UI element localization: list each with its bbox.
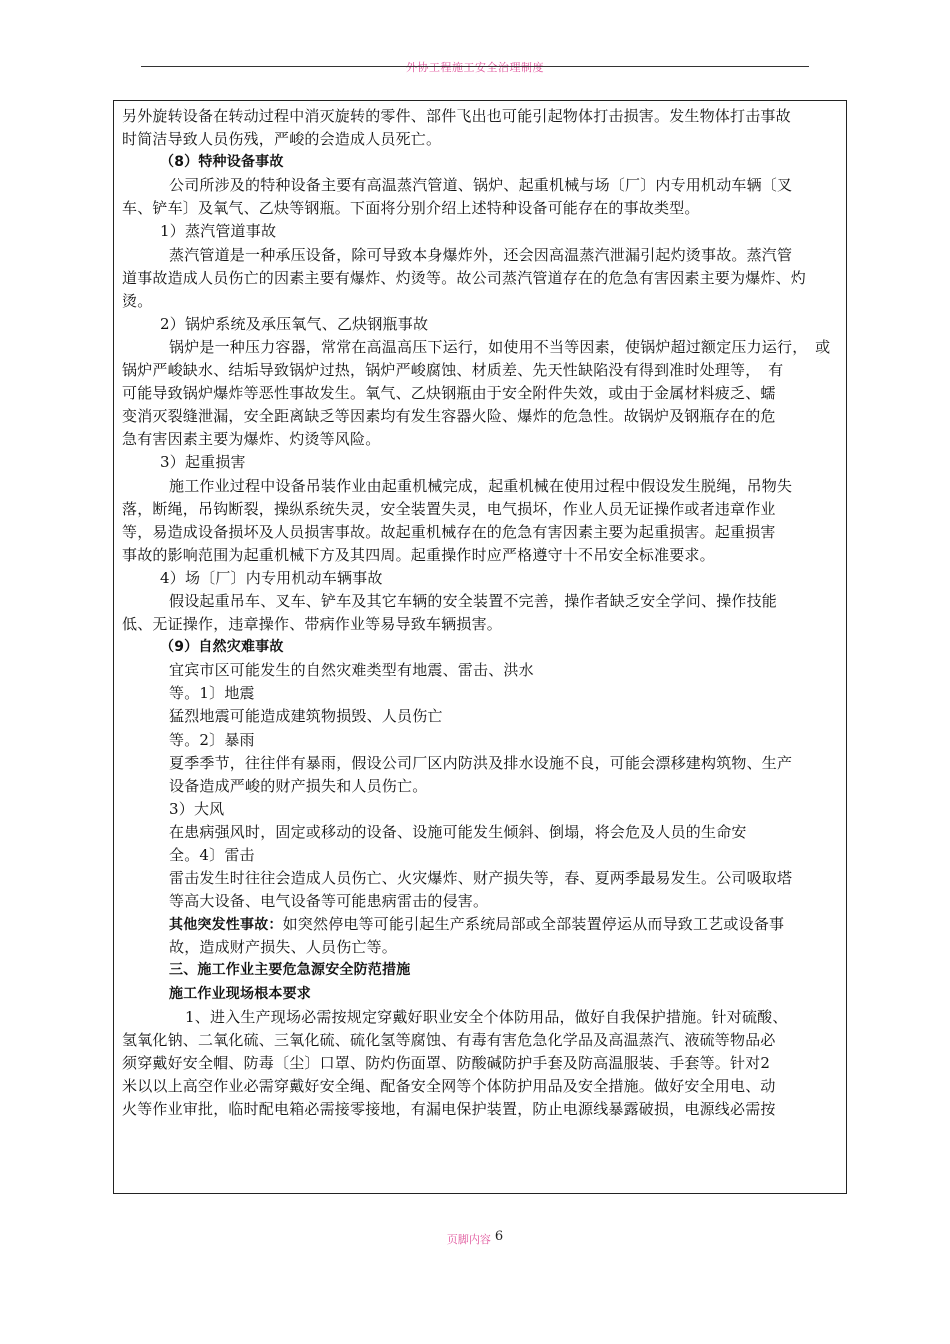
text-line: 1）蒸汽管道事故 bbox=[160, 222, 277, 241]
header-divider bbox=[141, 66, 809, 67]
text-line: 故，造成财产损失、人员伤亡等。 bbox=[169, 938, 398, 957]
text-line: 公司所涉及的特种设备主要有高温蒸汽管道、锅炉、起重机械与场〔厂〕内专用机动车辆〔叉 bbox=[169, 176, 793, 195]
text-line: 火等作业审批，临时配电箱必需接零接地，有漏电保护装置，防止电源线暴露破损，电源线必需按 bbox=[122, 1100, 776, 1119]
text-line: 事故的影响范围为起重机械下方及其四周。起重操作时应严格遵守十不吊安全标准要求。 bbox=[122, 545, 715, 564]
text-line: 4）场〔厂〕内专用机动车辆事故 bbox=[160, 568, 383, 587]
text-line: 夏季季节，往往伴有暴雨，假设公司厂区内防洪及排水设施不良，可能会漂移建构筑物、生产 bbox=[169, 753, 793, 772]
text-line: 烫。 bbox=[122, 291, 153, 310]
text-line: 蒸汽管道是一种承压设备，除可导致本身爆炸外，还会因高温蒸汽泄漏引起灼烫事故。蒸汽管 bbox=[169, 245, 793, 264]
text-line: 变消灭裂缝泄漏，安全距离缺乏等因素均有发生容器火险、爆炸的危急性。故锅炉及钢瓶存在的危 bbox=[122, 407, 776, 426]
text-line: 全。4〕雷击 bbox=[169, 846, 255, 864]
text-line: 雷击发生时往往会造成人员伤亡、火灾爆炸、财产损失等，春、夏两季最易发生。公司吸取塔 bbox=[169, 869, 793, 888]
text-line: 三、施工作业主要危急源安全防范措施 bbox=[169, 962, 411, 979]
text-line: （9）自然灾难事故 bbox=[160, 639, 284, 656]
text-line: 在患病强风时，固定或移动的设备、设施可能发生倾斜、倒塌，将会危及人员的生命安 bbox=[169, 822, 747, 841]
text-line: 2）锅炉系统及承压氧气、乙炔钢瓶事故 bbox=[160, 314, 429, 333]
text-line: 假设起重吊车、叉车、铲车及其它车辆的安全装置不完善，操作者缺乏安全学问、操作技能 bbox=[169, 591, 778, 610]
text-line: 等。1〕地震 bbox=[169, 684, 255, 703]
text-line: 锅炉严峻缺水、结垢导致锅炉过热，锅炉严峻腐蚀、材质差、先天性缺陷没有得到准时处理等， 有 bbox=[122, 361, 784, 380]
text-line: 米以以上高空作业必需穿戴好安全绳、配备安全网等个体防护用品及安全措施。做好安全用电、动 bbox=[122, 1076, 776, 1095]
text-line: 氢氧化钠、二氧化硫、三氧化硫、硫化氢等腐蚀、有毒有害危急化学品及高温蒸汽、液硫等物品必 bbox=[122, 1030, 776, 1049]
text-line: 宜宾市区可能发生的自然灾难类型有地震、雷击、洪水 bbox=[169, 661, 534, 680]
text-line: 1、进入生产现场必需按规定穿戴好职业安全个体防用品，做好自我保护措施。针对硫酸、 bbox=[185, 1007, 788, 1026]
text-line: 施工作业过程中设备吊装作业由起重机械完成，起重机械在使用过程中假设发生脱绳，吊物失 bbox=[169, 476, 793, 495]
page-footer bbox=[0, 1231, 950, 1247]
text-line: 锅炉是一种压力容器，常常在高温高压下运行，如使用不当等因素，使锅炉超过额定压力运行， 或 bbox=[169, 337, 831, 356]
page-header-title: 外协工程施工安全治理制度 bbox=[406, 61, 544, 74]
text-line: 另外旋转设备在转动过程中消灭旋转的零件、部件飞出也可能引起物体打击损害。发生物体打击事故 bbox=[122, 107, 791, 125]
text-line: 3）大风 bbox=[169, 799, 225, 818]
page-number: 6 bbox=[494, 1229, 504, 1244]
text-line bbox=[122, 913, 846, 936]
text-line: 须穿戴好安全帽、防毒〔尘〕口罩、防灼伤面罩、防酸碱防护手套及防高温服装、手套等。针对2 bbox=[122, 1053, 771, 1072]
text-line: 等高大设备、电气设备等可能患病雷击的侵害。 bbox=[169, 892, 489, 911]
text-line: 猛烈地震可能造成建筑物损毁、人员伤亡 bbox=[169, 707, 443, 726]
text-line: 施工作业现场根本要求 bbox=[169, 985, 311, 1002]
text-line: 落，断绳，吊钩断裂，操纵系统失灵，安全装置失灵，电气损坏，作业人员无证操作或者违章作业 bbox=[122, 499, 776, 518]
text-line: 时简洁导致人员伤残，严峻的会造成人员死亡。 bbox=[122, 130, 442, 149]
text-line: 车、铲车〕及氧气、乙炔等钢瓶。下面将分别介绍上述特种设备可能存在的事故类型。 bbox=[122, 199, 700, 218]
footer-label: 页脚内容 bbox=[446, 1233, 491, 1246]
content-frame bbox=[113, 100, 847, 1194]
text-line: 道事故造成人员伤亡的因素主要有爆炸、灼烫等。故公司蒸汽管道存在的危急有害因素主要为爆炸、灼 bbox=[122, 268, 807, 287]
text-line: 可能导致锅炉爆炸等恶性事故发生。氧气、乙炔钢瓶由于安全附件失效，或由于金属材料疲乏、蠕 bbox=[122, 384, 776, 403]
text-line: 急有害因素主要为爆炸、灼烫等风险。 bbox=[122, 430, 381, 449]
bold-lead-text: 其他突发性事故： bbox=[169, 917, 283, 934]
text-line: 3）起重损害 bbox=[160, 453, 246, 472]
line-rest-text: 如突然停电等可能引起生产系统局部或全部装置停运从而导致工艺或设备事 bbox=[282, 915, 785, 934]
text-line: 低、无证操作，违章操作、带病作业等易导致车辆损害。 bbox=[122, 615, 503, 634]
text-line: 设备造成严峻的财产损失和人员伤亡。 bbox=[169, 776, 428, 795]
text-line: 等，易造成设备损坏及人员损害事故。故起重机械存在的危急有害因素主要为起重损害。起重损害 bbox=[122, 522, 776, 541]
text-line: 等。2〕暴雨 bbox=[169, 730, 255, 749]
text-line: （8）特种设备事故 bbox=[160, 154, 284, 171]
